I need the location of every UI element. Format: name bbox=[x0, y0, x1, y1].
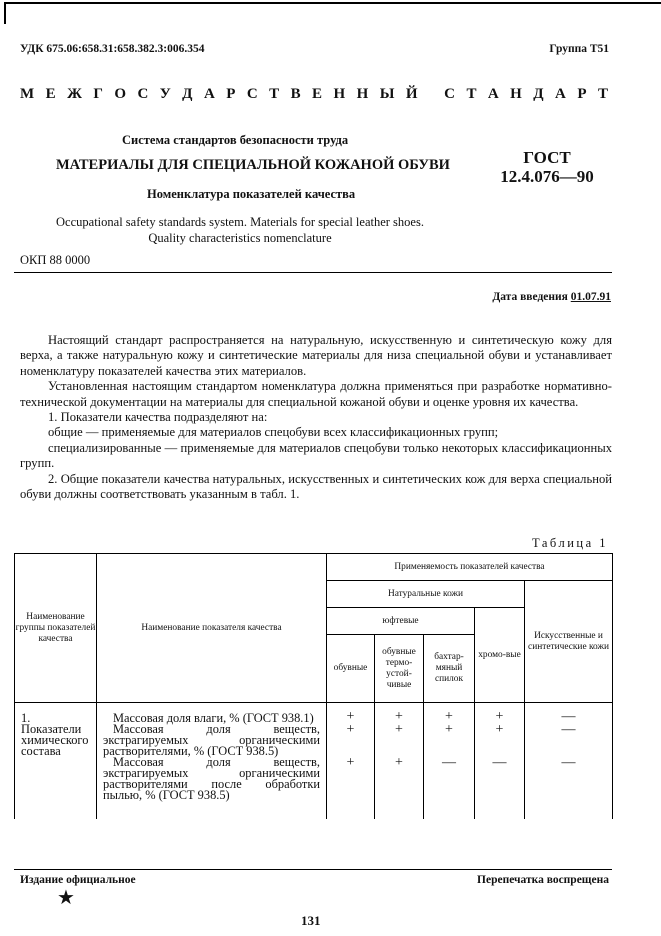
table-row bbox=[15, 757, 613, 819]
heading-letter: Н bbox=[333, 86, 346, 102]
date-value: 01.07.91 bbox=[570, 291, 611, 303]
body-text bbox=[20, 333, 612, 502]
heading-letter: Р bbox=[226, 86, 236, 102]
paragraph-specialized: специализированные — применяемые для материалов спецобуви только некоторых классификационных групп. bbox=[20, 440, 612, 471]
heading-letter: О bbox=[114, 86, 126, 102]
heading-letter bbox=[429, 86, 433, 103]
indicator-name: Массовая доля веществ, экстрагируемых органическими растворителями, % (ГОСТ 938.5) bbox=[97, 724, 327, 757]
value-cell: — bbox=[525, 724, 613, 757]
quality-table bbox=[14, 553, 613, 819]
english-title-line2: Quality characteristics nomenclature bbox=[148, 231, 332, 245]
header-group-name: Наименование группы показателей качества bbox=[15, 554, 97, 703]
indicator-name: Массовая доля веществ, экстрагируемых органическими растворителями после обработки пылью, % (ГОСТ 938.5) bbox=[97, 757, 327, 819]
okp-code: ОКП 88 0000 bbox=[20, 253, 91, 267]
heading-letter: Н bbox=[356, 86, 369, 102]
value-cell: + bbox=[327, 724, 375, 757]
english-title-line1: Occupational safety standards system. Materials for special leather shoes. bbox=[56, 215, 424, 229]
left-border-mark bbox=[4, 2, 6, 24]
heading-letter: Т bbox=[466, 86, 477, 102]
value-cell: + bbox=[375, 724, 424, 757]
heading-letter: М bbox=[20, 86, 35, 102]
value-cell: — bbox=[525, 757, 613, 819]
heading-letter: У bbox=[159, 86, 171, 102]
value-cell: — bbox=[525, 711, 613, 724]
header-yuft: юфтевые bbox=[327, 608, 475, 635]
header-indicator-name: Наименование показателя качества bbox=[97, 554, 327, 703]
header-applicability: Применяемость показателей качества bbox=[327, 554, 613, 581]
heading-letter: С bbox=[137, 86, 149, 102]
page-number: 131 bbox=[301, 913, 321, 928]
document-title: МАТЕРИАЛЫ ДЛЯ СПЕЦИАЛЬНОЙ КОЖАНОЙ ОБУВИ bbox=[56, 157, 450, 173]
heading-letter: Е bbox=[45, 86, 56, 102]
interstate-standard-heading bbox=[20, 86, 608, 103]
indicator-name: Массовая доля влаги, % (ГОСТ 938.1) bbox=[97, 711, 327, 724]
value-cell: + bbox=[424, 724, 475, 757]
group-code: Группа Т51 bbox=[549, 43, 609, 55]
reprint-prohibited: Перепечатка воспрещена bbox=[477, 874, 609, 886]
heading-letter: Г bbox=[93, 86, 103, 102]
heading-letter: Р bbox=[577, 86, 587, 102]
value-cell: + bbox=[375, 757, 424, 819]
value-cell: + bbox=[327, 757, 375, 819]
header-heat-resistant: обувные термо-устой-чивые bbox=[375, 635, 424, 703]
heading-letter: Д bbox=[182, 86, 193, 102]
top-border bbox=[4, 2, 661, 4]
value-cell: + bbox=[327, 711, 375, 724]
header-natural-leather: Натуральные кожи bbox=[327, 581, 525, 608]
heading-letter: С bbox=[444, 86, 455, 102]
value-cell: — bbox=[475, 757, 525, 819]
paragraph-scope: Настоящий стандарт распространяется на натуральную, искусственную и синтетическую кожу для верха, а также натуральную кожу и синтетические материалы для низа специальной обуви и устанавливает номенклатуру показателей качества этих материалов. bbox=[20, 333, 612, 378]
value-cell: + bbox=[475, 711, 525, 724]
header-chrome: хромо-вые bbox=[475, 608, 525, 703]
paragraph-general: общие — применяемые для материалов спецобуви всех классификационных групп; bbox=[48, 425, 499, 440]
heading-letter: Ы bbox=[379, 86, 395, 102]
value-cell: + bbox=[375, 711, 424, 724]
heading-letter: Д bbox=[533, 86, 544, 102]
value-cell: — bbox=[424, 757, 475, 819]
value-cell: + bbox=[424, 711, 475, 724]
official-edition: Издание официальное bbox=[20, 874, 136, 886]
english-title bbox=[20, 214, 460, 246]
heading-letter: В bbox=[290, 86, 301, 102]
star-icon: ★ bbox=[57, 887, 75, 909]
system-name: Система стандартов безопасности труда bbox=[122, 133, 349, 147]
footer-rule bbox=[14, 869, 612, 870]
heading-letter: Е bbox=[312, 86, 323, 102]
heading-letter: Т bbox=[597, 86, 608, 102]
document-subtitle: Номенклатура показателей качества bbox=[147, 187, 356, 201]
udk-code: УДК 675.06:658.31:658.382.3:006.354 bbox=[20, 43, 205, 55]
heading-letter: Й bbox=[405, 86, 418, 102]
heading-letter: Н bbox=[510, 86, 522, 102]
heading-letter: А bbox=[555, 86, 566, 102]
table-row bbox=[15, 724, 613, 757]
paragraph-clause-2: 2. Общие показатели качества натуральных, искусственных и синтетических кож для верха специальной обуви должны соответствовать указанным в табл. 1. bbox=[20, 471, 612, 502]
value-cell: + bbox=[475, 724, 525, 757]
heading-letter: А bbox=[203, 86, 215, 102]
header-rule bbox=[14, 272, 612, 273]
header-split: бахтар-мяный спилок bbox=[424, 635, 475, 703]
header-shoe: обувные bbox=[327, 635, 375, 703]
date-label: Дата введения bbox=[492, 291, 568, 303]
table-caption: Таблица 1 bbox=[532, 536, 608, 550]
group-cell: 1. Показатели химического состава bbox=[15, 711, 97, 819]
gost-label: ГОСТ bbox=[523, 148, 571, 167]
header-artificial-leather: Искусственные и синтетические кожи bbox=[525, 581, 613, 703]
heading-letter: Ж bbox=[67, 86, 82, 102]
heading-letter: Т bbox=[269, 86, 280, 102]
paragraph-application: Установленная настоящим стандартом номенклатура должна применяться при разработке нормативно-технической документации на материалы для специальной кожаной обуви и оценке уровня их качества. bbox=[20, 379, 612, 409]
effective-date bbox=[492, 291, 611, 303]
heading-letter: С bbox=[246, 86, 258, 102]
gost-number: 12.4.076—90 bbox=[500, 167, 594, 186]
heading-letter: А bbox=[487, 86, 499, 102]
gost-block bbox=[492, 148, 602, 186]
paragraph-clause-1: 1. Показатели качества подразделяют на: bbox=[48, 410, 268, 425]
